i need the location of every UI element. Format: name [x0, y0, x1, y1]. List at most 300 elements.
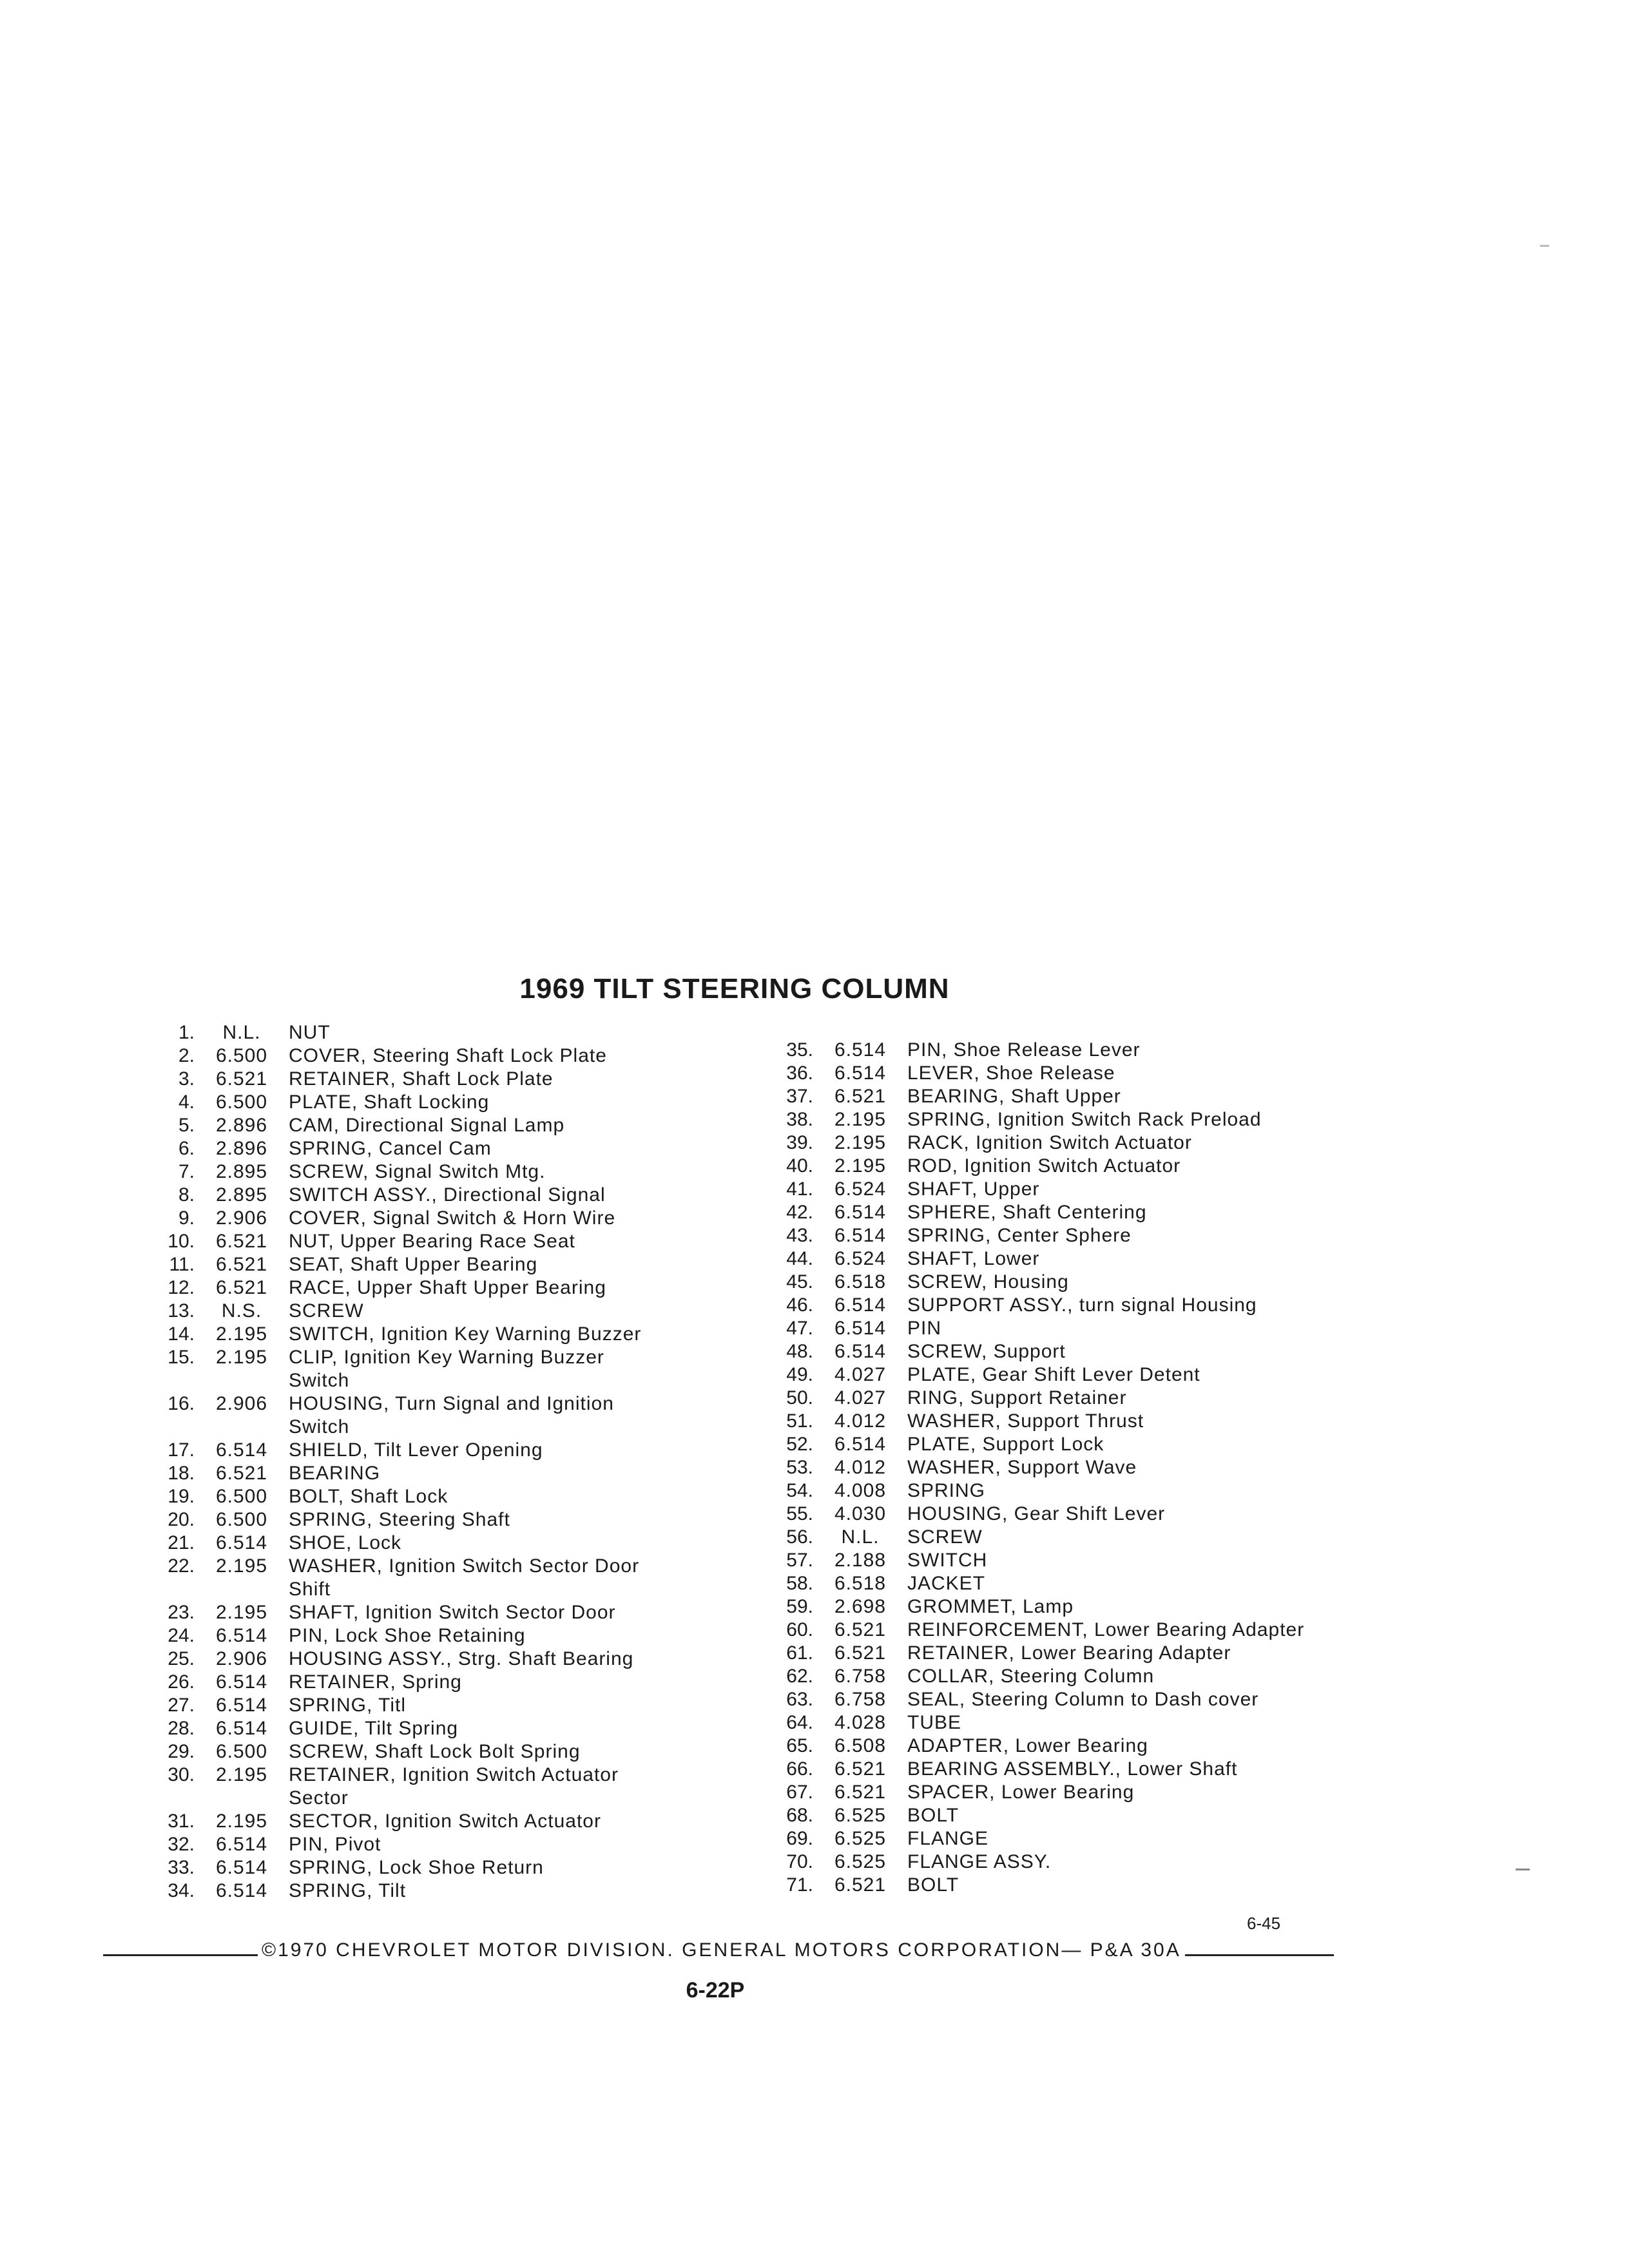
part-description-line: JACKET [907, 1573, 986, 1594]
part-description-line: SEAT, Shaft Upper Bearing [289, 1254, 538, 1275]
part-group-code: 6.514 [215, 1718, 268, 1739]
part-number: 35. [786, 1039, 813, 1061]
part-group-code: N.L. [841, 1526, 880, 1548]
part-description-line: BOLT, Shaft Lock [289, 1486, 448, 1507]
part-number: 53. [786, 1457, 813, 1478]
part-row [773, 1062, 1353, 1085]
part-row [773, 1827, 1353, 1850]
part-row [773, 1479, 1353, 1503]
part-description-line: FLANGE [907, 1828, 989, 1849]
part-description-line: NUT [289, 1022, 331, 1043]
part-description-line: SCREW, Housing [907, 1271, 1069, 1293]
part-description [907, 1619, 1353, 1642]
part-description [907, 1247, 1353, 1271]
part-number: 49. [786, 1364, 813, 1385]
part-description [907, 1340, 1353, 1363]
part-group-code: 6.514 [215, 1695, 268, 1716]
part-row [773, 1294, 1353, 1317]
part-number: 25. [168, 1648, 195, 1669]
part-description-line: SPACER, Lower Bearing [907, 1782, 1135, 1803]
part-group-code: 2.896 [215, 1138, 268, 1159]
part-row [773, 1735, 1353, 1758]
part-group-code: 2.195 [215, 1811, 268, 1832]
part-number: 39. [786, 1132, 813, 1153]
part-description-line: SECTOR, Ignition Switch Actuator [289, 1811, 601, 1832]
part-number: 66. [786, 1758, 813, 1780]
part-row [773, 1247, 1353, 1271]
part-group-code: 6.514 [834, 1202, 887, 1223]
part-number: 34. [168, 1880, 195, 1901]
part-group-code: 6.514 [215, 1671, 268, 1693]
part-row [155, 1879, 735, 1903]
part-description [907, 1456, 1353, 1479]
part-description-line: PLATE, Gear Shift Lever Detent [907, 1364, 1200, 1385]
part-description [907, 1085, 1353, 1108]
part-description [907, 1294, 1353, 1317]
part-group-code: 2.188 [834, 1550, 887, 1571]
part-number: 52. [786, 1434, 813, 1455]
part-row [773, 1572, 1353, 1595]
part-group-code: 6.500 [215, 1509, 268, 1530]
part-description-continuation: Switch [289, 1416, 350, 1437]
part-description [907, 1387, 1353, 1410]
part-number: 60. [786, 1619, 813, 1640]
part-number: 26. [168, 1671, 195, 1693]
part-description-continuation: Switch [289, 1370, 350, 1391]
part-description [289, 1044, 735, 1068]
part-description-line: SWITCH [907, 1550, 988, 1571]
part-number: 41. [786, 1178, 813, 1200]
part-description [289, 1624, 735, 1648]
part-row [773, 1155, 1353, 1178]
part-description-line: SPRING, Tilt [289, 1880, 407, 1901]
part-description [289, 1462, 735, 1485]
part-description [907, 1758, 1353, 1781]
part-number: 62. [786, 1666, 813, 1687]
part-number: 57. [786, 1550, 813, 1571]
part-group-code: 4.012 [834, 1410, 887, 1432]
part-description-line: RETAINER, Ignition Switch Actuator [289, 1764, 619, 1785]
part-description-line: ADAPTER, Lower Bearing [907, 1735, 1148, 1756]
part-description [907, 1224, 1353, 1247]
part-description-continuation: Shift [289, 1579, 331, 1600]
part-number: 2. [178, 1045, 195, 1066]
part-row [773, 1688, 1353, 1711]
part-description-line: ROD, Ignition Switch Actuator [907, 1155, 1181, 1177]
part-row [773, 1108, 1353, 1131]
part-row [155, 1485, 735, 1508]
part-row [155, 1508, 735, 1532]
part-description [289, 1021, 735, 1044]
part-group-code: 6.514 [215, 1857, 268, 1878]
part-description [289, 1508, 735, 1532]
footer-rule-left [103, 1954, 258, 1956]
part-number: 5. [178, 1115, 195, 1136]
part-number: 13. [168, 1300, 195, 1321]
part-number: 30. [168, 1764, 195, 1785]
part-number: 3. [178, 1068, 195, 1090]
part-description-line: TUBE [907, 1712, 962, 1733]
part-row [155, 1601, 735, 1624]
part-description-line: RACK, Ignition Switch Actuator [907, 1132, 1192, 1153]
part-row [155, 1021, 735, 1044]
part-number: 50. [786, 1387, 813, 1408]
part-description [907, 1155, 1353, 1178]
part-group-code: 6.758 [834, 1666, 887, 1687]
part-group-code: N.L. [222, 1022, 261, 1043]
part-group-code: 2.896 [215, 1115, 268, 1136]
part-number: 12. [168, 1277, 195, 1298]
part-description-line: SCREW [289, 1300, 364, 1321]
part-number: 38. [786, 1109, 813, 1130]
part-description [289, 1276, 735, 1300]
part-description [907, 1572, 1353, 1595]
part-description [907, 1665, 1353, 1688]
part-row [773, 1619, 1353, 1642]
part-description-line: COLLAR, Steering Column [907, 1666, 1155, 1687]
part-number: 36. [786, 1062, 813, 1084]
part-row [155, 1230, 735, 1253]
part-group-code: 6.758 [834, 1689, 887, 1710]
part-group-code: 6.521 [215, 1254, 268, 1275]
part-number: 65. [786, 1735, 813, 1756]
part-description [289, 1300, 735, 1323]
part-description-line: HOUSING, Turn Signal and Ignition [289, 1393, 614, 1414]
part-description [907, 1711, 1353, 1735]
part-number: 58. [786, 1573, 813, 1594]
part-row [773, 1526, 1353, 1549]
part-group-code: 2.895 [215, 1184, 268, 1206]
part-number: 44. [786, 1248, 813, 1269]
part-number: 29. [168, 1741, 195, 1762]
part-number: 46. [786, 1294, 813, 1316]
part-description-line: SCREW, Support [907, 1341, 1066, 1362]
part-description [289, 1555, 735, 1601]
part-number: 48. [786, 1341, 813, 1362]
part-description [289, 1160, 735, 1184]
part-description-line: PLATE, Shaft Locking [289, 1091, 490, 1113]
part-row [155, 1323, 735, 1346]
part-group-code: 6.524 [834, 1248, 887, 1269]
part-group-code: 6.521 [215, 1277, 268, 1298]
part-description-line: SEAL, Steering Column to Dash cover [907, 1689, 1259, 1710]
part-number: 28. [168, 1718, 195, 1739]
part-group-code: 2.895 [215, 1161, 268, 1182]
part-number: 67. [786, 1782, 813, 1803]
part-description [289, 1879, 735, 1903]
part-row [773, 1781, 1353, 1804]
part-description-line: WASHER, Support Wave [907, 1457, 1137, 1478]
part-description [289, 1856, 735, 1879]
part-row [155, 1439, 735, 1462]
part-row [773, 1363, 1353, 1387]
part-group-code: 6.514 [215, 1532, 268, 1553]
part-description-line: RETAINER, Shaft Lock Plate [289, 1068, 554, 1090]
part-number: 59. [786, 1596, 813, 1617]
part-row [773, 1178, 1353, 1201]
part-description-line: RETAINER, Lower Bearing Adapter [907, 1642, 1231, 1664]
part-group-code: 6.514 [215, 1880, 268, 1901]
part-row [155, 1648, 735, 1671]
part-description [907, 1317, 1353, 1340]
part-row [773, 1201, 1353, 1224]
part-description-line: SPRING, Center Sphere [907, 1225, 1132, 1246]
part-description [907, 1363, 1353, 1387]
part-row [773, 1758, 1353, 1781]
part-row [155, 1856, 735, 1879]
part-group-code: 2.195 [215, 1323, 268, 1345]
part-description-line: COVER, Signal Switch & Horn Wire [289, 1207, 616, 1229]
footer-text: ©1970 CHEVROLET MOTOR DIVISION. GENERAL MOTORS CORPORATION— P&A 30A [262, 1939, 1181, 1961]
part-number: 63. [786, 1689, 813, 1710]
part-description [907, 1410, 1353, 1433]
part-number: 18. [168, 1463, 195, 1484]
part-row [773, 1387, 1353, 1410]
part-group-code: 6.521 [215, 1231, 268, 1252]
part-group-code: 6.514 [215, 1834, 268, 1855]
part-number: 20. [168, 1509, 195, 1530]
part-row [155, 1068, 735, 1091]
part-row [155, 1114, 735, 1137]
part-description-line: SUPPORT ASSY., turn signal Housing [907, 1294, 1257, 1316]
part-description [289, 1485, 735, 1508]
part-description-line: SCREW, Signal Switch Mtg. [289, 1161, 546, 1182]
part-description [289, 1114, 735, 1137]
part-description-line: SPRING, Cancel Cam [289, 1138, 492, 1159]
part-description-line: GROMMET, Lamp [907, 1596, 1074, 1617]
part-number: 54. [786, 1480, 813, 1501]
page-title: 1969 TILT STEERING COLUMN [519, 973, 950, 1004]
part-group-code: 6.521 [834, 1642, 887, 1664]
part-description-line: BOLT [907, 1805, 959, 1826]
part-group-code: 6.500 [215, 1045, 268, 1066]
part-description-line: COVER, Steering Shaft Lock Plate [289, 1045, 607, 1066]
part-number: 64. [786, 1712, 813, 1733]
part-row [773, 1456, 1353, 1479]
part-group-code: 4.008 [834, 1480, 887, 1501]
part-group-code: 2.195 [834, 1155, 887, 1177]
scan-speck [1540, 245, 1549, 247]
part-row [773, 1131, 1353, 1155]
part-number: 24. [168, 1625, 195, 1646]
part-description [289, 1068, 735, 1091]
part-group-code: 6.521 [834, 1874, 887, 1896]
part-row [773, 1271, 1353, 1294]
part-group-code: 6.500 [215, 1741, 268, 1762]
part-description-line: HOUSING ASSY., Strg. Shaft Bearing [289, 1648, 634, 1669]
part-group-code: 6.514 [215, 1625, 268, 1646]
part-row [155, 1207, 735, 1230]
part-description-line: PIN, Pivot [289, 1834, 381, 1855]
part-number: 23. [168, 1602, 195, 1623]
part-number: 40. [786, 1155, 813, 1177]
part-description-line: SPHERE, Shaft Centering [907, 1202, 1147, 1223]
part-group-code: 2.906 [215, 1648, 268, 1669]
part-number: 10. [168, 1231, 195, 1252]
part-number: 27. [168, 1695, 195, 1716]
part-number: 55. [786, 1503, 813, 1524]
part-number: 21. [168, 1532, 195, 1553]
part-description [907, 1874, 1353, 1897]
part-group-code: 2.195 [834, 1109, 887, 1130]
part-row [155, 1300, 735, 1323]
part-row [773, 1410, 1353, 1433]
part-number: 8. [178, 1184, 195, 1206]
part-number: 70. [786, 1851, 813, 1872]
part-description [907, 1549, 1353, 1572]
document-number: 6-22P [686, 1978, 745, 2003]
part-group-code: 6.521 [834, 1619, 887, 1640]
part-row [155, 1833, 735, 1856]
part-description-line: PLATE, Support Lock [907, 1434, 1104, 1455]
part-group-code: 6.525 [834, 1851, 887, 1872]
part-row [155, 1694, 735, 1717]
part-row [773, 1665, 1353, 1688]
part-description [289, 1601, 735, 1624]
part-description [289, 1810, 735, 1833]
part-row [155, 1276, 735, 1300]
part-number: 4. [178, 1091, 195, 1113]
part-number: 45. [786, 1271, 813, 1293]
part-row [773, 1503, 1353, 1526]
part-description [289, 1671, 735, 1694]
footer-rule-right [1185, 1954, 1334, 1956]
part-group-code: 2.195 [215, 1347, 268, 1368]
part-description [289, 1184, 735, 1207]
part-row [155, 1532, 735, 1555]
part-description-line: SWITCH ASSY., Directional Signal [289, 1184, 606, 1206]
part-description-line: NUT, Upper Bearing Race Seat [289, 1231, 575, 1252]
part-group-code: 6.525 [834, 1828, 887, 1849]
part-description-line: GUIDE, Tilt Spring [289, 1718, 459, 1739]
part-row [155, 1810, 735, 1833]
part-row [155, 1763, 735, 1810]
part-group-code: 6.514 [834, 1434, 887, 1455]
part-row [155, 1392, 735, 1439]
part-description [289, 1694, 735, 1717]
part-row [155, 1137, 735, 1160]
part-description [289, 1763, 735, 1810]
part-group-code: 6.525 [834, 1805, 887, 1826]
part-description-line: HOUSING, Gear Shift Lever [907, 1503, 1166, 1524]
part-row [773, 1340, 1353, 1363]
parts-list-right [773, 1039, 1353, 1897]
part-description-continuation: Sector [289, 1787, 349, 1809]
part-group-code: 4.027 [834, 1364, 887, 1385]
part-description [907, 1433, 1353, 1456]
part-row [155, 1740, 735, 1763]
part-row [155, 1555, 735, 1601]
part-description [289, 1137, 735, 1160]
part-description-line: SPRING [907, 1480, 986, 1501]
part-row [155, 1671, 735, 1694]
part-description-line: RING, Support Retainer [907, 1387, 1127, 1408]
part-number: 14. [168, 1323, 195, 1345]
part-description-line: SPRING, Steering Shaft [289, 1509, 510, 1530]
part-group-code: 4.027 [834, 1387, 887, 1408]
part-row [155, 1160, 735, 1184]
part-row [155, 1091, 735, 1114]
part-group-code: 6.521 [215, 1068, 268, 1090]
part-number: 47. [786, 1318, 813, 1339]
part-description [907, 1735, 1353, 1758]
part-description-line: REINFORCEMENT, Lower Bearing Adapter [907, 1619, 1305, 1640]
part-description-line: SPRING, Titl [289, 1695, 407, 1716]
part-number: 68. [786, 1805, 813, 1826]
part-number: 71. [786, 1874, 813, 1896]
part-description [289, 1091, 735, 1114]
part-description-line: FLANGE ASSY. [907, 1851, 1052, 1872]
part-number: 1. [178, 1022, 195, 1043]
part-row [155, 1717, 735, 1740]
part-description [907, 1595, 1353, 1619]
part-group-code: 6.524 [834, 1178, 887, 1200]
part-group-code: 6.521 [834, 1782, 887, 1803]
part-number: 22. [168, 1555, 195, 1577]
part-row [773, 1433, 1353, 1456]
part-group-code: 2.698 [834, 1596, 887, 1617]
part-group-code: 2.195 [215, 1555, 268, 1577]
part-group-code: 6.514 [834, 1039, 887, 1061]
scan-speck [1516, 1869, 1530, 1870]
part-number: 33. [168, 1857, 195, 1878]
part-description-line: WASHER, Support Thrust [907, 1410, 1144, 1432]
part-description-line: BOLT [907, 1874, 959, 1896]
part-description-line: SHIELD, Tilt Lever Opening [289, 1439, 543, 1461]
part-number: 32. [168, 1834, 195, 1855]
part-row [773, 1804, 1353, 1827]
part-number: 15. [168, 1347, 195, 1368]
part-description [289, 1230, 735, 1253]
part-number: 19. [168, 1486, 195, 1507]
footer [103, 1939, 1334, 1961]
part-description [289, 1207, 735, 1230]
part-group-code: 4.030 [834, 1503, 887, 1524]
part-description [289, 1253, 735, 1276]
part-group-code: 6.521 [834, 1086, 887, 1107]
part-number: 56. [786, 1526, 813, 1548]
part-row [773, 1039, 1353, 1062]
part-row [773, 1711, 1353, 1735]
part-description-line: BEARING ASSEMBLY., Lower Shaft [907, 1758, 1238, 1780]
part-row [155, 1253, 735, 1276]
part-description [289, 1323, 735, 1346]
part-group-code: 2.195 [834, 1132, 887, 1153]
part-group-code: 4.012 [834, 1457, 887, 1478]
parts-list-left [155, 1021, 735, 1903]
part-description [907, 1850, 1353, 1874]
part-description [907, 1271, 1353, 1294]
part-number: 6. [178, 1138, 195, 1159]
part-description [907, 1062, 1353, 1085]
part-description [907, 1201, 1353, 1224]
part-group-code: 6.514 [834, 1294, 887, 1316]
part-description-line: SPRING, Lock Shoe Return [289, 1857, 544, 1878]
part-group-code: N.S. [221, 1300, 262, 1321]
part-description [907, 1827, 1353, 1850]
part-description-line: SCREW, Shaft Lock Bolt Spring [289, 1741, 581, 1762]
part-description-line: SWITCH, Ignition Key Warning Buzzer [289, 1323, 642, 1345]
part-description-line: SCREW [907, 1526, 983, 1548]
part-description-line: PIN, Lock Shoe Retaining [289, 1625, 526, 1646]
part-description-line: SHAFT, Ignition Switch Sector Door [289, 1602, 616, 1623]
part-description [289, 1346, 735, 1392]
part-group-code: 6.500 [215, 1091, 268, 1113]
part-group-code: 2.906 [215, 1207, 268, 1229]
part-group-code: 6.518 [834, 1271, 887, 1293]
part-group-code: 6.514 [834, 1341, 887, 1362]
part-row [155, 1624, 735, 1648]
